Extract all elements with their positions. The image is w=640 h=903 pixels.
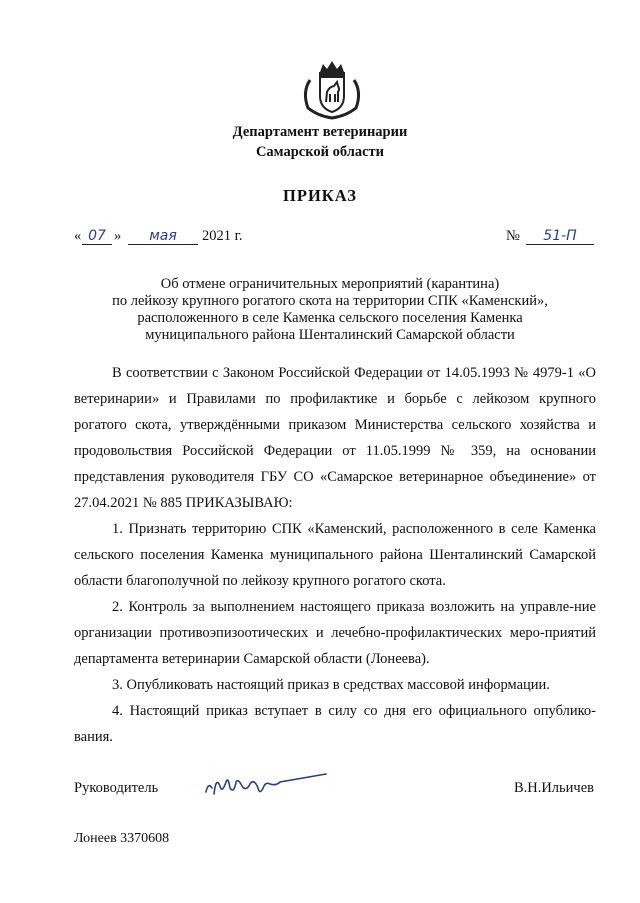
- contact-footer: Лонеев 3370608: [74, 831, 170, 846]
- order-item-3: 3. Опубликовать настоящий приказ в средствах массовой информации.: [112, 677, 550, 693]
- signer-name: В.Н.Ильичев: [513, 780, 594, 796]
- subject-line: Об отмене ограничительных мероприятий (карантина): [160, 276, 500, 292]
- date-day: 07: [82, 228, 112, 245]
- preamble-paragraph: В соответствии с Законом Российской Федерации от 14.05.1993 № 4979-1 «О ветеринарии» и Правилами по профилактике и борьбе с лейкозом крупного рогатого скота, утверждёнными приказом Министерства сельского хозяйства и продовольствия Российской Федерации от 11.05.1999 № 359, на основании представления руководителя ГБУ СО «Самарское ветеринарное объединение» от 27.04.2021 № 885 ПРИКАЗЫВАЮ:: [74, 365, 596, 511]
- order-item-1: 1. Признать территорию СПК «Каменский, расположенного в селе Каменка сельского поселения Каменка муниципального района Шенталинский Самарской области благополучной по лейкозу крупного рогатого скота.: [74, 521, 596, 589]
- date-open-quote: «: [74, 228, 82, 244]
- subject-line: по лейкозу крупного рогатого скота на территории СПК «Каменский»,: [112, 293, 548, 309]
- document-title: ПРИКАЗ: [283, 186, 357, 205]
- order-subject: [60, 276, 600, 344]
- order-body: [74, 360, 596, 750]
- samara-coat-of-arms-icon: [296, 58, 368, 120]
- department-line-1: Департамент ветеринарии: [232, 124, 408, 140]
- date-month: мая: [128, 228, 198, 245]
- order-date-line: [74, 228, 594, 252]
- order-item-4: 4. Настоящий приказ вступает в силу со дня его официального опублико-вания.: [74, 703, 596, 745]
- department-name: [0, 122, 640, 162]
- signature-block: [74, 778, 594, 804]
- order-number-label: №: [506, 228, 520, 244]
- order-number-value: 51-П: [526, 228, 594, 245]
- date-close-quote: »: [114, 228, 122, 244]
- signer-role: Руководитель: [74, 780, 159, 796]
- order-item-2: 2. Контроль за выполнением настоящего приказа возложить на управле-ние организации противоэпизоотических и лечебно-профилактических меро-приятий департамента ветеринарии Самарской области (Лонеева).: [74, 599, 596, 667]
- subject-line: расположенного в селе Каменка сельского поселения Каменка: [137, 310, 523, 326]
- department-line-2: Самарской области: [255, 144, 385, 160]
- date-year: 2021 г.: [202, 228, 243, 244]
- subject-line: муниципального района Шенталинский Самарской области: [145, 327, 515, 343]
- handwritten-signature: [202, 768, 342, 802]
